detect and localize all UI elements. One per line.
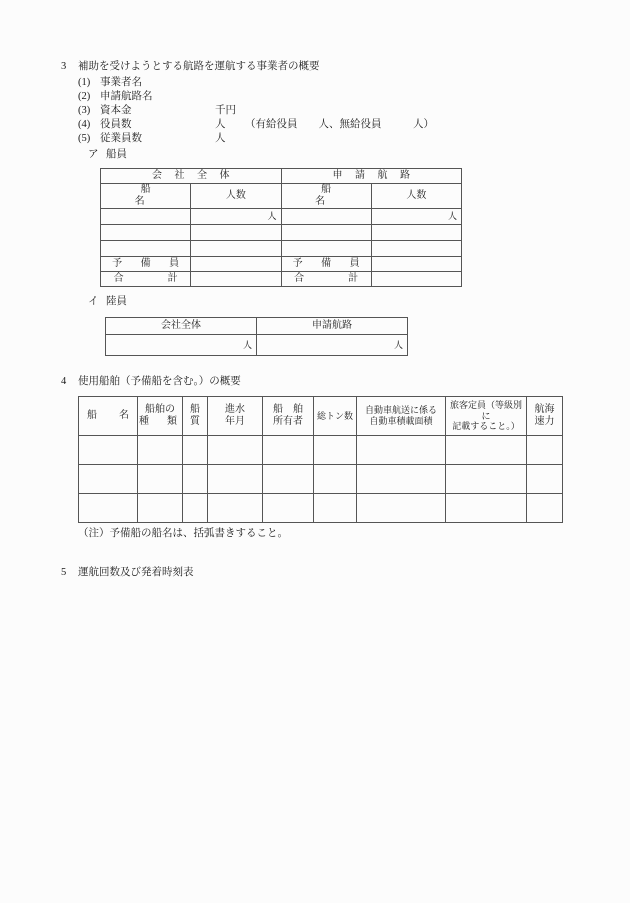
crew-table-total-row	[101, 271, 462, 286]
vessel-cell-speed-1[interactable]	[527, 436, 563, 465]
crew-row-label-reserve-route: 予 備 員	[281, 256, 371, 271]
crew-col-header-count-route: 人数	[371, 184, 461, 209]
crew-cell-reserve-count-route[interactable]	[371, 256, 461, 271]
section-3-number: 3	[61, 61, 67, 72]
item-5-unit: 人	[215, 133, 226, 144]
crew-cell-reserve-count-company[interactable]	[191, 256, 281, 271]
crew-col-header-shipname-company: 船 名	[101, 184, 191, 209]
item-3-number: (3)	[78, 105, 91, 116]
vessel-cell-owner-1[interactable]	[263, 436, 314, 465]
land-col-header-company: 会社全体	[106, 318, 257, 335]
vessel-cell-kind-1[interactable]	[138, 436, 183, 465]
section-3-title: 補助を受けようとする航路を運航する事業者の概要	[78, 61, 320, 72]
vessel-cell-speed-3[interactable]	[527, 494, 563, 523]
vessel-col-header-kind-line2: 種 類	[139, 416, 181, 427]
item-1-label: 事業者名	[100, 77, 142, 88]
vessel-col-header-passenger-capacity	[446, 397, 527, 436]
vessel-col-header-car-area	[357, 397, 446, 436]
vessel-col-header-launch-date	[208, 397, 263, 436]
crew-cell-count-route-1[interactable]: 人	[371, 208, 461, 224]
item-5-label: 従業員数	[100, 133, 142, 144]
item-2-label: 申請航路名	[100, 91, 153, 102]
crew-cell-shipname-route-3[interactable]	[281, 240, 371, 256]
vessel-cell-kind-2[interactable]	[138, 465, 183, 494]
crew-cell-count-route-3[interactable]	[371, 240, 461, 256]
vessel-cell-owner-2[interactable]	[263, 465, 314, 494]
land-staff-table	[105, 317, 408, 356]
vessel-col-header-service-speed	[527, 397, 563, 436]
vessel-col-header-tonnage-line1: 総トン数	[316, 410, 353, 421]
vessel-cell-cararea-1[interactable]	[357, 436, 446, 465]
item-1-number: (1)	[78, 77, 91, 88]
vessel-cell-material-2[interactable]	[183, 465, 208, 494]
vessel-cell-cararea-3[interactable]	[357, 494, 446, 523]
vessel-cell-kind-3[interactable]	[138, 494, 183, 523]
crew-table-group-header-row	[101, 169, 462, 184]
crew-cell-shipname-company-2[interactable]	[101, 224, 191, 240]
section-4-title: 使用船舶（予備船を含む。）の概要	[78, 376, 241, 387]
vessel-table	[78, 396, 563, 523]
vessel-cell-tonnage-3[interactable]	[314, 494, 357, 523]
vessel-col-header-speed-line1: 航海	[534, 404, 555, 416]
vessel-col-header-launch-line2: 年月	[225, 416, 245, 427]
vessel-col-header-shipname-line1: 船 名	[87, 410, 135, 422]
section-4-number: 4	[61, 376, 67, 387]
vessel-cell-cararea-2[interactable]	[357, 465, 446, 494]
land-table-header-row	[106, 318, 408, 335]
vessel-col-header-material-line1: 船	[190, 404, 200, 416]
crew-cell-count-route-2[interactable]	[371, 224, 461, 240]
item-4-number: (4)	[78, 119, 91, 130]
vessel-cell-capacity-3[interactable]	[446, 494, 527, 523]
crew-cell-shipname-company-3[interactable]	[101, 240, 191, 256]
section-5-number: 5	[61, 567, 67, 578]
vessel-cell-speed-2[interactable]	[527, 465, 563, 494]
vessel-cell-launch-1[interactable]	[208, 436, 263, 465]
vessel-cell-capacity-1[interactable]	[446, 436, 527, 465]
crew-cell-count-company-3[interactable]	[191, 240, 281, 256]
table-row	[79, 436, 563, 465]
section-5-title: 運航回数及び発着時刻表	[78, 567, 194, 578]
table-row	[101, 208, 462, 224]
vessel-cell-material-3[interactable]	[183, 494, 208, 523]
vessel-table-note: （注）予備船の船名は、括弧書きすること。	[78, 528, 288, 539]
crew-table-reserve-row	[101, 256, 462, 271]
land-col-header-route: 申請航路	[257, 318, 408, 335]
crew-row-label-reserve-company: 予 備 員	[101, 256, 191, 271]
vessel-col-header-launch-line1: 進水	[225, 404, 245, 416]
vessel-col-header-shipname	[79, 397, 138, 436]
item-3-label: 資本金	[100, 105, 132, 116]
vessel-col-header-kind-line1: 船舶の	[145, 404, 175, 416]
crew-group-header-route: 申 請 航 路	[281, 169, 462, 184]
vessel-col-header-material	[183, 397, 208, 436]
vessel-col-header-cararea-line1: 自動車航送に係る	[364, 405, 437, 416]
crew-table	[100, 168, 462, 287]
sub-a-marker: ア	[88, 149, 99, 160]
vessel-cell-capacity-2[interactable]	[446, 465, 527, 494]
vessel-col-header-owner-line1: 船 舶	[273, 404, 303, 416]
vessel-cell-shipname-3[interactable]	[79, 494, 138, 523]
land-cell-route[interactable]: 人	[257, 335, 408, 356]
crew-cell-total-count-company[interactable]	[191, 271, 281, 286]
item-4-label: 役員数	[100, 119, 132, 130]
land-cell-company[interactable]: 人	[106, 335, 257, 356]
vessel-col-header-capacity-line1: 旅客定員（等級別に	[449, 400, 522, 421]
vessel-col-header-capacity-line2: 記載すること。）	[452, 421, 520, 432]
crew-row-label-total-company: 合 計	[101, 271, 191, 286]
vessel-cell-material-1[interactable]	[183, 436, 208, 465]
vessel-col-header-owner	[263, 397, 314, 436]
crew-col-header-shipname-route: 船 名	[281, 184, 371, 209]
crew-cell-shipname-company-1[interactable]	[101, 208, 191, 224]
item-4-unit: 人	[215, 119, 226, 130]
crew-cell-shipname-route-2[interactable]	[281, 224, 371, 240]
table-row	[106, 335, 408, 356]
crew-group-header-company: 会 社 全 体	[101, 169, 282, 184]
table-row	[101, 224, 462, 240]
item-5-number: (5)	[78, 133, 91, 144]
table-row	[79, 465, 563, 494]
crew-table-column-header-row	[101, 184, 462, 209]
sub-b-label: 陸員	[106, 296, 127, 307]
crew-cell-shipname-route-1[interactable]	[281, 208, 371, 224]
vessel-table-header-row	[79, 397, 563, 436]
vessel-cell-launch-3[interactable]	[208, 494, 263, 523]
vessel-cell-shipname-1[interactable]	[79, 436, 138, 465]
sub-b-marker: イ	[88, 296, 99, 307]
item-3-unit: 千円	[215, 105, 236, 116]
item-2-number: (2)	[78, 91, 91, 102]
crew-cell-count-company-2[interactable]	[191, 224, 281, 240]
vessel-cell-shipname-2[interactable]	[79, 465, 138, 494]
item-4-parenthetical: （有給役員 人、無給役員 人）	[245, 119, 434, 130]
sub-a-label: 船員	[106, 149, 127, 160]
vessel-col-header-kind	[138, 397, 183, 436]
crew-row-label-total-route: 合 計	[281, 271, 371, 286]
vessel-cell-tonnage-2[interactable]	[314, 465, 357, 494]
crew-cell-count-company-1[interactable]: 人	[191, 208, 281, 224]
vessel-col-header-material-line2: 質	[190, 416, 200, 427]
vessel-col-header-owner-line2: 所有者	[273, 416, 303, 427]
vessel-col-header-speed-line2: 速力	[534, 416, 555, 427]
crew-col-header-count-company: 人数	[191, 184, 281, 209]
crew-cell-total-count-route[interactable]	[371, 271, 461, 286]
table-row	[101, 240, 462, 256]
vessel-col-header-cararea-line2: 自動車積載面積	[369, 416, 433, 426]
table-row	[79, 494, 563, 523]
vessel-cell-launch-2[interactable]	[208, 465, 263, 494]
vessel-cell-tonnage-1[interactable]	[314, 436, 357, 465]
vessel-cell-owner-3[interactable]	[263, 494, 314, 523]
vessel-col-header-gross-tonnage	[314, 397, 357, 436]
